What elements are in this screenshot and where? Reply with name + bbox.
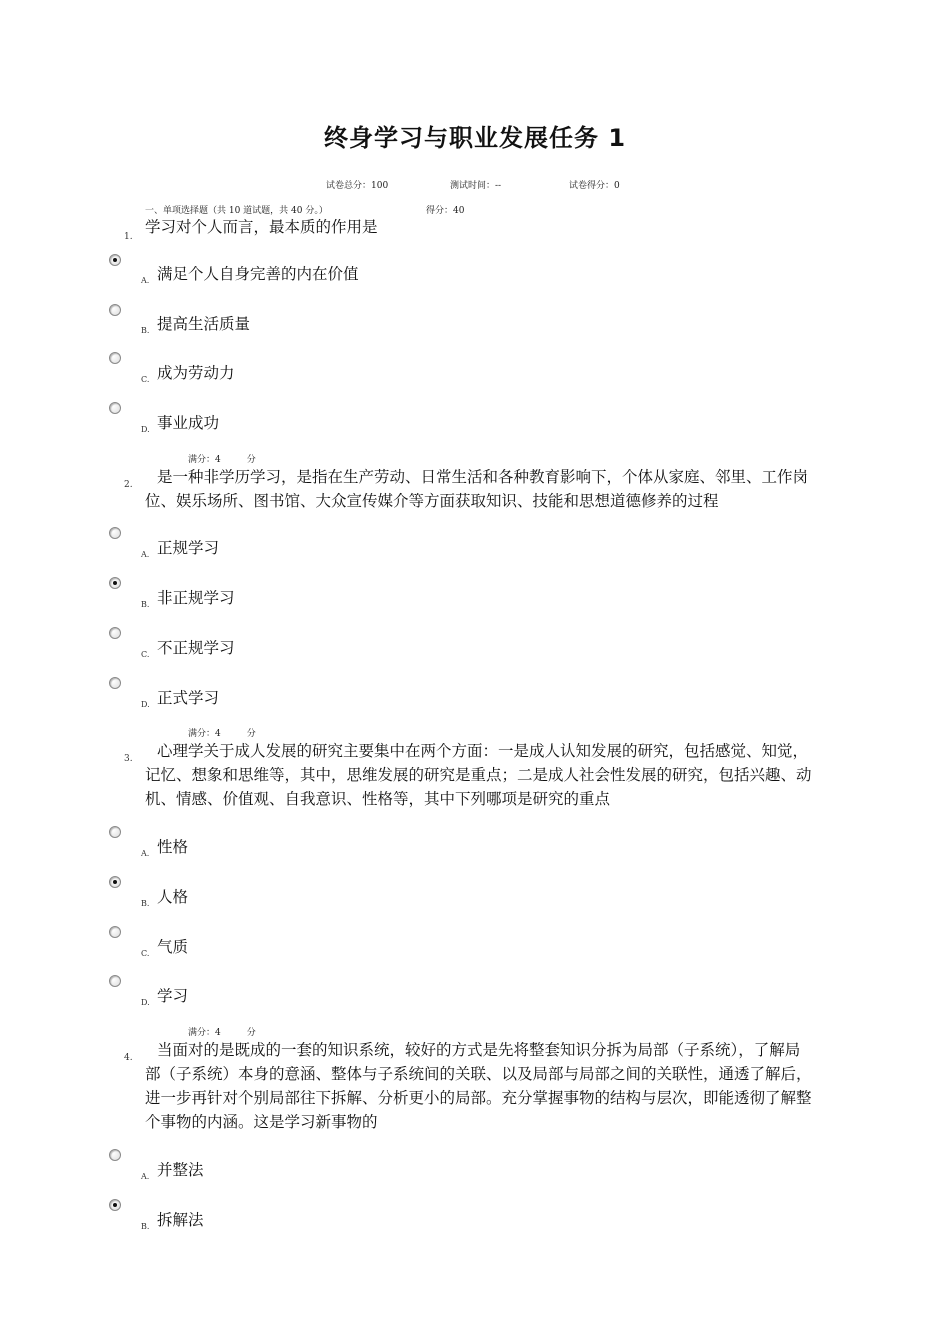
question-text: 是一种非学历学习，是指在生产劳动、日常生活和各种教育影响下，个体从家庭、邻里、工作岗位、娱乐场所、图书馆、大众宣传媒介等方面获取知识、技能和思想道德修养的过程	[145, 468, 809, 510]
radio-option-d[interactable]	[109, 975, 121, 987]
option-label: 提高生活质量	[157, 315, 251, 333]
page-title: 终身学习与职业发展任务 1	[323, 124, 627, 152]
radio-option-b[interactable]	[109, 876, 121, 888]
exam-score-label: 试卷得分：0	[569, 181, 620, 191]
question-text: 心理学关于成人发展的研究主要集中在两个方面：一是成人认知发展的研究，包括感觉、知觉，记忆、想象和思维等，其中，思维发展的研究是重点；二是成人社会性发展的研究，包括兴趣、动机、情感、价值观、自我意识、性格等，其中下列哪项是研究的重点	[145, 742, 812, 808]
option-letter: D.	[141, 998, 150, 1007]
option-label: 气质	[157, 938, 189, 956]
question-number: 4.	[124, 1053, 133, 1063]
option-letter: C.	[141, 949, 150, 958]
question-number: 1.	[124, 232, 133, 242]
radio-option-c[interactable]	[109, 352, 121, 364]
option-label: 事业成功	[157, 414, 220, 432]
option-letter: D.	[141, 425, 150, 434]
question-number: 2.	[124, 480, 133, 490]
option-letter: C.	[141, 650, 150, 659]
radio-option-a[interactable]	[109, 527, 121, 539]
option-label: 并整法	[157, 1161, 204, 1179]
radio-option-a[interactable]	[109, 254, 121, 266]
option-letter: B.	[141, 1222, 150, 1231]
radio-option-c[interactable]	[109, 926, 121, 938]
test-time-label: 测试时间：--	[450, 181, 502, 191]
option-label: 正规学习	[157, 539, 220, 557]
option-letter: B.	[141, 326, 150, 335]
question-text: 当面对的是既成的一套的知识系统，较好的方式是先将整套知识分拆为局部（子系统），了解局部（子系统）本身的意涵、整体与子系统间的关联、以及局部与局部之间的关联性，通透了解后，进一步再针对个别局部往下拆解、分析更小的局部。充分掌握事物的结构与层次，即能透彻了解整个事物的内涵。这是学习新事物的	[145, 1041, 812, 1131]
radio-option-a[interactable]	[109, 1149, 121, 1161]
radio-option-d[interactable]	[109, 402, 121, 414]
question-number: 3.	[124, 754, 133, 764]
option-letter: D.	[141, 700, 150, 709]
option-letter: A.	[141, 276, 150, 285]
option-letter: A.	[141, 1172, 150, 1181]
option-label: 性格	[157, 838, 189, 856]
option-letter: C.	[141, 375, 150, 384]
option-label: 正式学习	[157, 689, 220, 707]
option-label: 学习	[157, 987, 189, 1005]
option-label: 人格	[157, 888, 189, 906]
option-label: 不正规学习	[157, 639, 235, 657]
option-letter: A.	[141, 849, 150, 858]
section-heading: 一、单项选择题（共 10 道试题，共 40 分。）	[145, 206, 328, 216]
option-letter: B.	[141, 600, 150, 609]
option-letter: B.	[141, 899, 150, 908]
section-score: 得分：40	[426, 206, 465, 216]
question-text: 学习对个人而言，最本质的作用是	[145, 218, 378, 236]
option-letter: A.	[141, 550, 150, 559]
option-label: 成为劳动力	[157, 364, 235, 382]
radio-option-a[interactable]	[109, 826, 121, 838]
radio-option-c[interactable]	[109, 627, 121, 639]
option-label: 非正规学习	[157, 589, 235, 607]
question-full-score: 满分：4 分	[188, 1028, 256, 1038]
radio-option-b[interactable]	[109, 577, 121, 589]
question-full-score: 满分：4 分	[188, 729, 256, 739]
radio-option-b[interactable]	[109, 1199, 121, 1211]
radio-option-b[interactable]	[109, 304, 121, 316]
total-score-label: 试卷总分：100	[326, 181, 389, 191]
question-full-score: 满分：4 分	[188, 455, 256, 465]
radio-option-d[interactable]	[109, 677, 121, 689]
option-label: 拆解法	[157, 1211, 204, 1229]
option-label: 满足个人自身完善的内在价值	[157, 265, 359, 283]
